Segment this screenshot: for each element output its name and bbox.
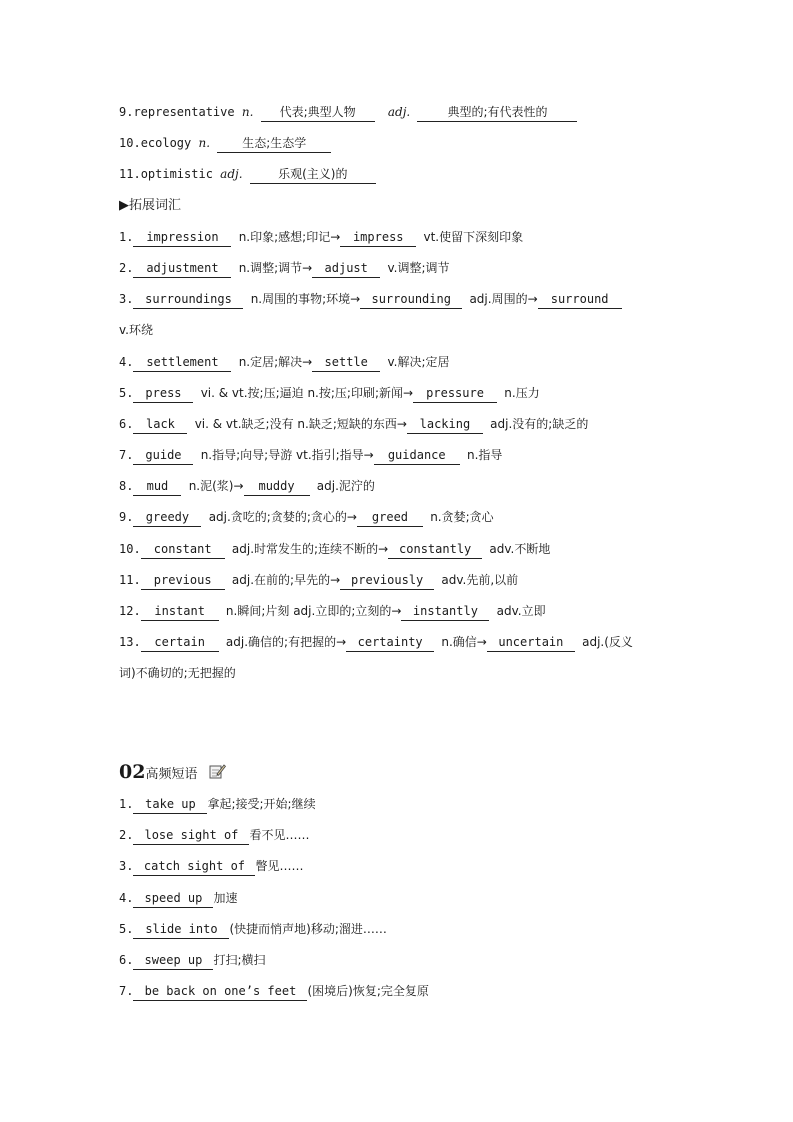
- phrase-item-3: 3. catch sight of 瞥见……: [119, 854, 679, 885]
- answer-blank: lacking: [407, 416, 483, 434]
- answer-blank: adjust: [312, 260, 380, 278]
- extended-item-1: 1. impression n.印象;感想;印记→ impress vt.使留下深刻印象: [119, 225, 679, 256]
- answer-blank: instant: [141, 603, 219, 621]
- phrase-item-2: 2. lose sight of 看不见……: [119, 823, 679, 854]
- answer-blank: sweep up: [133, 952, 213, 970]
- answer-blank: previous: [141, 572, 225, 590]
- extended-item-3: 3. surroundings n.周围的事物;环境→ surrounding adj.周围的→ surround: [119, 287, 679, 318]
- phrase-item-1: 1. take up 拿起;接受;开始;继续: [119, 792, 679, 823]
- answer-blank: lack: [133, 416, 187, 434]
- answer-blank: impress: [340, 229, 416, 247]
- answer-blank: speed up: [133, 890, 213, 908]
- answer-blank: certainty: [346, 634, 434, 652]
- phrase-item-5: 5. slide into (快捷而悄声地)移动;溜进……: [119, 917, 679, 948]
- answer-blank: catch sight of: [133, 858, 255, 876]
- extended-item-10: 10. constant adj.时常发生的;连续不断的→ constantly adv.不断地: [119, 537, 679, 568]
- answer-blank: greed: [357, 509, 423, 527]
- extended-item-5: 5. press vi. & vt.按;压;逼迫 n.按;压;印刷;新闻→ pressure n.压力: [119, 381, 679, 412]
- answer-blank: surrounding: [360, 291, 462, 309]
- answer-blank: surroundings: [133, 291, 243, 309]
- extended-item-6: 6. lack vi. & vt.缺乏;没有 n.缺乏;短缺的东西→ lacking adj.没有的;缺乏的: [119, 412, 679, 443]
- core-item-10: 10.ecology n. 生态;生态学: [119, 131, 679, 162]
- extended-item-11: 11. previous adj.在前的;早先的→ previously adv.先前,以前: [119, 568, 679, 599]
- core-item-9: 9.representative n. 代表;典型人物 adj. 典型的;有代表性的: [119, 100, 679, 131]
- answer-blank: surround: [538, 291, 622, 309]
- answer-blank: adjustment: [133, 260, 231, 278]
- answer-blank: previously: [340, 572, 434, 590]
- answer-blank: impression: [133, 229, 231, 247]
- answer-blank: lose sight of: [133, 827, 249, 845]
- answer-blank: settle: [312, 354, 380, 372]
- phrase-item-6: 6. sweep up 打扫;横扫: [119, 948, 679, 979]
- answer-blank: 乐观(主义)的: [250, 166, 376, 184]
- core-item-11: 11.optimistic adj. 乐观(主义)的: [119, 162, 679, 193]
- answer-blank: 代表;典型人物: [261, 104, 375, 122]
- answer-blank: greedy: [133, 509, 201, 527]
- notepad-pencil-icon: [208, 763, 226, 779]
- answer-blank: slide into: [133, 921, 229, 939]
- answer-blank: guidance: [374, 447, 460, 465]
- answer-blank: constantly: [388, 541, 482, 559]
- vocabulary-section: [119, 100, 679, 693]
- extended-item-12: 12. instant n.瞬间;片刻 adj.立即的;立刻的→ instantly adv.立即: [119, 599, 679, 630]
- section-title: 02高频短语: [119, 758, 679, 792]
- answer-blank: certain: [141, 634, 219, 652]
- extended-item-13-continued: 词)不确切的;无把握的: [119, 666, 236, 681]
- extended-item-4: 4. settlement n.定居;解决→ settle v.解决;定居: [119, 350, 679, 381]
- phrases-section: [119, 758, 679, 1010]
- extended-item-3-continued: v.环绕: [119, 323, 153, 338]
- answer-blank: press: [133, 385, 193, 403]
- phrase-item-7: 7. be back on one’s feet (困境后)恢复;完全复原: [119, 979, 679, 1010]
- answer-blank: uncertain: [487, 634, 575, 652]
- extended-item-13: 13. certain adj.确信的;有把握的→ certainty n.确信→ uncertain adj.(反义: [119, 630, 679, 661]
- extended-item-8: 8. mud n.泥(浆)→ muddy adj.泥泞的: [119, 474, 679, 505]
- answer-blank: guide: [133, 447, 193, 465]
- answer-blank: muddy: [244, 478, 310, 496]
- extended-heading: ▶拓展词汇: [119, 197, 181, 213]
- answer-blank: instantly: [401, 603, 489, 621]
- answer-blank: take up: [133, 796, 207, 814]
- answer-blank: constant: [141, 541, 225, 559]
- answer-blank: be back on one’s feet: [133, 983, 307, 1001]
- extended-item-7: 7. guide n.指导;向导;导游 vt.指引;指导→ guidance n.指导: [119, 443, 679, 474]
- answer-blank: pressure: [413, 385, 497, 403]
- answer-blank: 生态;生态学: [217, 135, 331, 153]
- extended-item-2: 2. adjustment n.调整;调节→ adjust v.调整;调节: [119, 256, 679, 287]
- extended-item-9: 9. greedy adj.贪吃的;贪婪的;贪心的→ greed n.贪婪;贪心: [119, 505, 679, 536]
- answer-blank: 典型的;有代表性的: [417, 104, 577, 122]
- answer-blank: mud: [133, 478, 181, 496]
- answer-blank: settlement: [133, 354, 231, 372]
- phrase-item-4: 4. speed up 加速: [119, 886, 679, 917]
